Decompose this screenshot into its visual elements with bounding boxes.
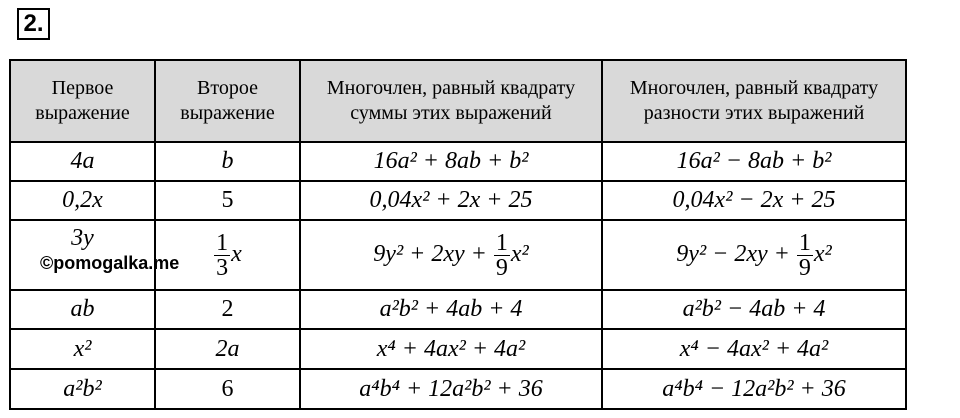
cell-second: 6 <box>155 369 300 409</box>
table-row <box>10 181 906 220</box>
fraction: $\frac{1}{3}$ <box>216 229 229 281</box>
cell-sum-square: x⁴ + 4ax² + 4a² <box>300 329 602 369</box>
table-row <box>10 290 906 329</box>
cell-first: 0,2x <box>10 181 155 220</box>
table-row <box>10 142 906 181</box>
cell-first: 4a <box>10 142 155 181</box>
cell-sum-square: 16a² + 8ab + b² <box>300 142 602 181</box>
cell-sum-square: a²b² + 4ab + 4 <box>300 290 602 329</box>
cell-diff-square: a²b² − 4ab + 4 <box>602 290 906 329</box>
cell-second: 5 <box>155 181 300 220</box>
cell-sum-square: 9y² + 2xy + $\frac{1}{9}$ x² <box>300 220 602 290</box>
header-first-expression: Первое выражение <box>10 60 155 142</box>
cell-sum-square: 0,04x² + 2x + 25 <box>300 181 602 220</box>
cell-diff-square: 16a² − 8ab + b² <box>602 142 906 181</box>
cell-first-value: 3y <box>71 225 94 251</box>
cell-diff-square: x⁴ − 4ax² + 4a² <box>602 329 906 369</box>
cell-second: 2a <box>155 329 300 369</box>
cell-second: b <box>155 142 300 181</box>
cell-second: $\frac{1}{3}$ x <box>155 220 300 290</box>
cell-first: x² <box>10 329 155 369</box>
cell-second: 2 <box>155 290 300 329</box>
cell-diff-square: a⁴b⁴ − 12a²b² + 36 <box>602 369 906 409</box>
header-square-of-difference: Многочлен, равный квадрату разности этих выражений <box>602 60 906 142</box>
fraction: $\frac{1}{9}$ <box>798 229 811 281</box>
squares-table <box>9 59 907 410</box>
task-number: 2. <box>17 8 50 40</box>
fraction: $\frac{1}{9}$ <box>495 229 508 281</box>
cell-diff-square: 9y² − 2xy + $\frac{1}{9}$ x² <box>602 220 906 290</box>
table-header-row <box>10 60 906 142</box>
cell-first: a²b² <box>10 369 155 409</box>
table-row <box>10 329 906 369</box>
cell-first: ab <box>10 290 155 329</box>
watermark: ©pomogalka.me <box>40 253 180 273</box>
table-row <box>10 369 906 409</box>
header-square-of-sum: Многочлен, равный квадрату суммы этих выражений <box>300 60 602 142</box>
header-second-expression: Второе выражение <box>155 60 300 142</box>
cell-diff-square: 0,04x² − 2x + 25 <box>602 181 906 220</box>
cell-sum-square: a⁴b⁴ + 12a²b² + 36 <box>300 369 602 409</box>
